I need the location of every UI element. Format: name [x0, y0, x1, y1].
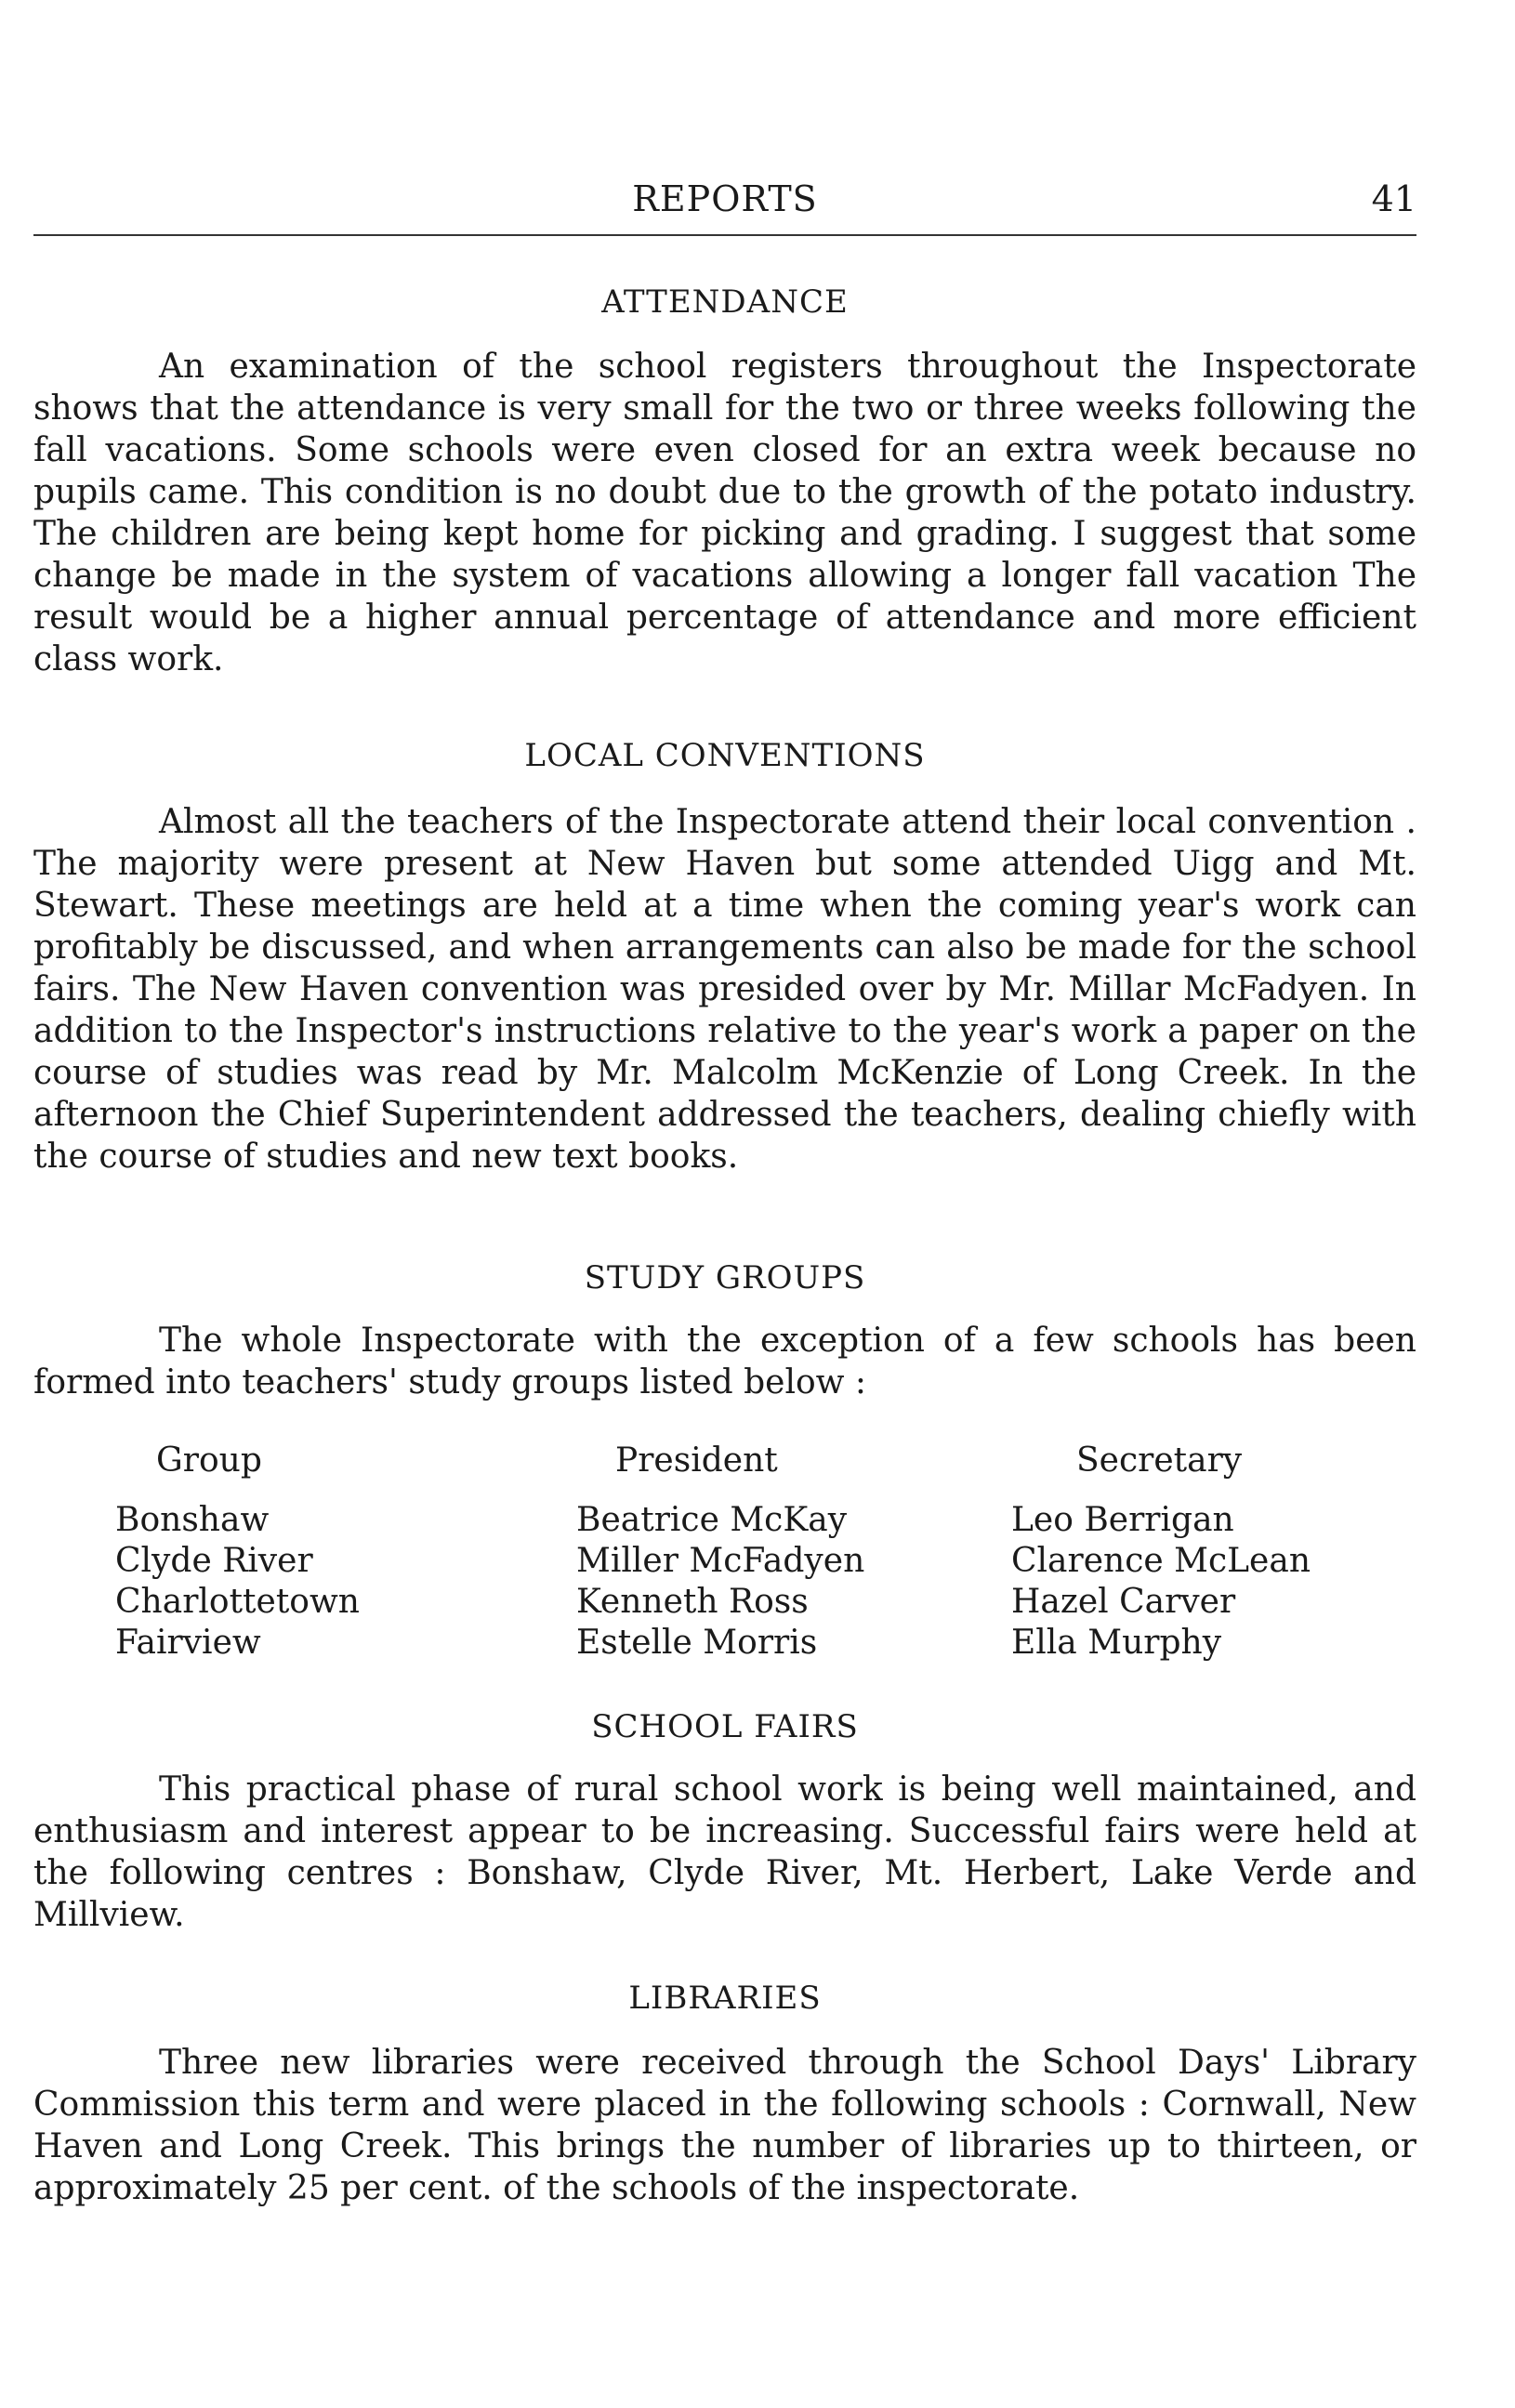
- table-cell-group: Bonshaw: [115, 1501, 270, 1539]
- section-heading-libraries: LIBRARIES: [628, 1980, 822, 2017]
- paragraph-local-conventions-text: Almost all the teachers of the Inspectorate attend their local convention . The majority were present at New Haven but some attended Uigg and Mt. Stewart. These meetings are held at a time when the coming year's work can profitably be discussed, and when arrangements can also be made for the school fairs. The New Haven convention was presided over by Mr. Millar McFadyen. In addition to the Inspector's instructions relative to the year's work a paper on the course of studies was read by Mr. Malcolm McKenzie of Long Creek. In the afternoon the Chief Superintendent addressed the teachers, dealing chiefly with the course of studies and new text books.: [33, 803, 1416, 1176]
- table-cell-president: Estelle Morris: [576, 1624, 818, 1662]
- column-president: [576, 1441, 864, 1664]
- paragraph-school-fairs: [33, 1769, 1416, 1936]
- header-rule: [33, 234, 1416, 236]
- paragraph-libraries: [33, 2042, 1416, 2209]
- page-header: [33, 173, 1416, 227]
- table-cell-president: Miller McFadyen: [576, 1542, 865, 1580]
- column-header-president: President: [615, 1441, 778, 1480]
- page-number: 41: [1371, 178, 1416, 219]
- column-header-secretary: Secretary: [1076, 1441, 1243, 1480]
- table-cell-group: Charlottetown: [115, 1583, 360, 1621]
- table-cell-president: Kenneth Ross: [576, 1583, 809, 1621]
- section-heading-study-groups: STUDY GROUPS: [584, 1259, 866, 1296]
- table-cell-group: Fairview: [115, 1624, 261, 1662]
- table-cell-secretary: Hazel Carver: [1011, 1583, 1236, 1621]
- paragraph-study-groups-text: The whole Inspectorate with the exception of a few schools has been formed into teachers' study groups listed below :: [33, 1322, 1416, 1401]
- paragraph-attendance: [33, 346, 1416, 680]
- column-group: [115, 1441, 360, 1664]
- running-title: REPORTS: [632, 178, 818, 219]
- section-heading-attendance: ATTENDANCE: [601, 283, 849, 321]
- paragraph-school-fairs-text: This practical phase of rural school work is being well maintained, and enthusiasm and interest appear to be increasing. Successful fairs were held at the following centres : Bonshaw, Clyde River, Mt. Herbert, Lake Verde and Millview.: [33, 1770, 1416, 1934]
- paragraph-libraries-text: Three new libraries were received through the School Days' Library Commission this term and were placed in the following schools : Cornwall, New Haven and Long Creek. This brings the number of libraries up to thirteen, or approximately 25 per cent. of the schools of the inspectorate.: [33, 2044, 1416, 2207]
- column-header-group: Group: [156, 1441, 262, 1480]
- paragraph-study-groups: [33, 1320, 1416, 1403]
- table-cell-president: Beatrice McKay: [576, 1501, 848, 1539]
- table-cell-secretary: Leo Berrigan: [1011, 1501, 1234, 1539]
- section-heading-school-fairs: SCHOOL FAIRS: [591, 1708, 859, 1745]
- paragraph-attendance-text: An examination of the school registers throughout the Inspectorate shows that the attendance is very small for the two or three weeks following the fall vacations. Some schools were even closed for an extra week because no pupils came. This condition is no doubt due to the growth of the potato industry. The children are being kept home for picking and grading. I suggest that some change be made in the system of vacations allowing a longer fall vacation The result would be a higher annual percentage of attendance and more efficient class work.: [33, 348, 1416, 678]
- paragraph-local-conventions: [33, 801, 1416, 1178]
- section-heading-local-conventions: LOCAL CONVENTIONS: [524, 737, 926, 774]
- table-cell-secretary: Ella Murphy: [1011, 1624, 1222, 1662]
- page: [33, 0, 1416, 2408]
- table-cell-secretary: Clarence McLean: [1011, 1542, 1311, 1580]
- column-secretary: [1011, 1441, 1311, 1664]
- table-cell-group: Clyde River: [115, 1542, 313, 1580]
